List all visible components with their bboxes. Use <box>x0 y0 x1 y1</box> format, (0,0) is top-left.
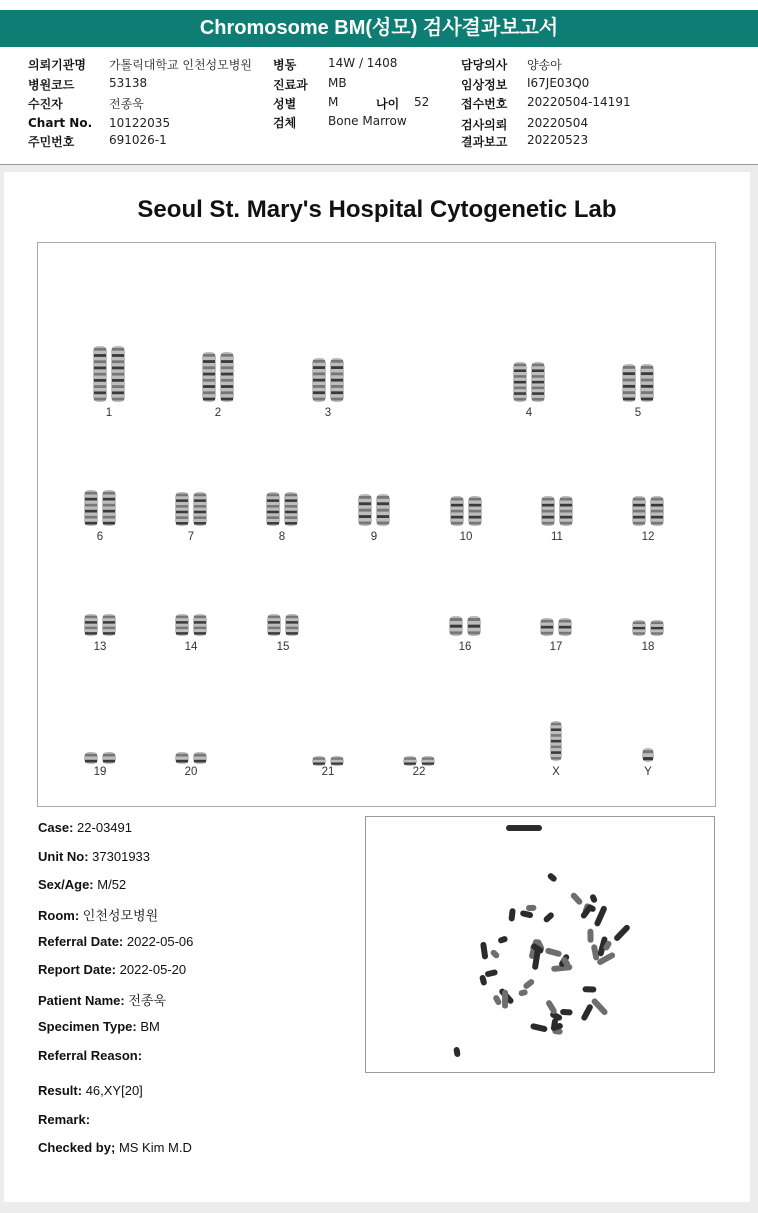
metaphase-spread-drawing <box>366 817 714 1072</box>
info-label: 결과보고 <box>461 135 508 149</box>
info-label: 검사의뢰 <box>461 118 508 132</box>
chromosome-label: 3 <box>324 407 332 419</box>
info-label: 임상정보 <box>461 78 508 92</box>
field-sex-age: Sex/Age: M/52 <box>38 877 127 892</box>
metaphase-chromosome <box>522 978 535 990</box>
metaphase-chromosome <box>613 924 631 943</box>
metaphase-chromosome <box>590 997 608 1016</box>
info-label: 의뢰기관명 <box>28 58 86 72</box>
info-label: Chart No. <box>28 116 93 130</box>
field-specimen-type: Specimen Type: BM <box>38 1019 160 1034</box>
chromosome-label: 11 <box>551 531 563 543</box>
metaphase-chromosome <box>542 911 555 923</box>
metaphase-chromosome <box>582 986 596 992</box>
info-value: M <box>328 95 339 109</box>
info-value: 691026-1 <box>109 133 167 147</box>
karyogram <box>37 242 716 807</box>
info-value: 전종욱 <box>109 97 144 111</box>
info-value: 14W / 1408 <box>328 56 398 70</box>
chromosome-label: 10 <box>459 531 473 543</box>
info-value: 20220504-14191 <box>527 95 631 109</box>
chromosome-pair-x <box>549 721 563 761</box>
metaphase-chromosome <box>530 1023 548 1033</box>
metaphase-chromosome <box>520 910 534 919</box>
metaphase-chromosome <box>587 929 593 943</box>
chromosome-label: 4 <box>525 407 533 419</box>
info-value: 52 <box>414 95 430 109</box>
chromosome-label: 9 <box>370 531 378 543</box>
field-report-date: Report Date: 2022-05-20 <box>38 962 187 977</box>
info-value: 53138 <box>109 76 148 90</box>
metaphase-chromosome <box>484 969 498 978</box>
chromosome-pair-19 <box>82 749 118 761</box>
info-value: 20220523 <box>527 133 589 147</box>
chromosome-label: Y <box>644 766 652 778</box>
chromosome-pair-13 <box>82 614 118 636</box>
field-patient-name: Patient Name: 전종욱 <box>38 993 167 1008</box>
field-referral-reason: Referral Reason: <box>38 1048 143 1063</box>
lab-title: Seoul St. Mary's Hospital Cytogenetic Lab <box>137 196 617 223</box>
chromosome-label: 19 <box>93 766 107 778</box>
chromosome-label: 1 <box>105 407 113 419</box>
chromosome-pair-14 <box>173 614 209 636</box>
field-room: Room: 인천성모병원 <box>38 908 159 923</box>
chromosome-pair-3 <box>310 358 346 402</box>
chromosome-pair-4 <box>511 362 547 402</box>
metaphase-chromosome <box>497 935 508 944</box>
metaphase-chromosome <box>545 947 563 957</box>
field-referral-date: Referral Date: 2022-05-06 <box>38 934 194 949</box>
chromosome-pair-10 <box>448 496 484 526</box>
chromosome-label: 16 <box>458 641 472 653</box>
info-label: 병원코드 <box>28 78 75 92</box>
metaphase-chromosome <box>480 942 488 960</box>
chromosome-label: 7 <box>187 531 195 543</box>
metaphase-chromosome <box>545 999 558 1015</box>
info-label: 수진자 <box>28 97 63 111</box>
chromosome-pair-21 <box>310 751 346 761</box>
chromosome-label: 14 <box>184 641 198 653</box>
metaphase-chromosome <box>570 891 584 905</box>
chromosome-pair-18 <box>630 620 666 636</box>
chromosome-label: 20 <box>184 766 198 778</box>
info-value: I67JE03Q0 <box>527 76 590 90</box>
metaphase-chromosome <box>589 893 598 903</box>
metaphase-chromosome <box>518 989 528 997</box>
info-label: 접수번호 <box>461 97 508 111</box>
chromosome-label: X <box>552 766 560 778</box>
cytogenetic-report <box>4 172 750 1202</box>
metaphase-chromosome <box>502 990 508 1009</box>
chromosome-label: 12 <box>641 531 655 543</box>
patient-info-panel <box>0 48 758 165</box>
chromosome-pair-8 <box>264 492 300 526</box>
metaphase-chromosome <box>560 1009 573 1016</box>
chromosome-label: 22 <box>412 766 426 778</box>
info-value: Bone Marrow <box>328 114 407 128</box>
info-label: 병동 <box>273 58 297 72</box>
chromosome-label: 6 <box>96 531 104 543</box>
chromosome-pair-6 <box>82 490 118 526</box>
info-label: 성별 <box>273 97 297 111</box>
metaphase-chromosome <box>492 994 502 1006</box>
field-unit-no: Unit No: 37301933 <box>38 849 151 864</box>
report-title: Chromosome BM(성모) 검사결과보고서 <box>0 10 758 47</box>
chromosome-pair-y <box>641 747 655 761</box>
chromosome-pair-17 <box>538 618 574 636</box>
field-remark: Remark: <box>38 1112 91 1127</box>
info-label: 나이 <box>376 97 400 111</box>
info-label: 검체 <box>273 116 297 130</box>
chromosome-pair-9 <box>356 494 392 526</box>
field-checked-by: Checked by; MS Kim M.D <box>38 1140 192 1155</box>
metaphase-chromosome <box>506 825 542 831</box>
info-value: 20220504 <box>527 116 589 130</box>
info-label: 주민번호 <box>28 135 75 149</box>
metaphase-chromosome <box>508 908 516 922</box>
metaphase-spread-image <box>365 816 715 1073</box>
chromosome-pair-2 <box>200 352 236 402</box>
chromosome-pair-11 <box>539 496 575 526</box>
chromosome-pair-1 <box>91 346 127 402</box>
chromosome-pair-16 <box>447 616 483 636</box>
info-value: 양송아 <box>527 58 562 72</box>
chromosome-label: 21 <box>321 766 335 778</box>
chromosome-label: 18 <box>641 641 655 653</box>
info-label: 진료과 <box>273 78 308 92</box>
info-value: 가톨릭대학교 인천성모병원 <box>109 58 252 72</box>
chromosome-pair-20 <box>173 749 209 761</box>
info-value: MB <box>328 76 347 90</box>
chromosome-pair-7 <box>173 492 209 526</box>
chromosome-pair-22 <box>401 751 437 761</box>
chromosome-label: 17 <box>549 641 563 653</box>
chromosome-pair-12 <box>630 496 666 526</box>
metaphase-chromosome <box>546 872 557 883</box>
metaphase-chromosome <box>580 1003 594 1022</box>
metaphase-chromosome <box>526 905 537 912</box>
chromosome-pair-15 <box>265 614 301 636</box>
field-case: Case: 22-03491 <box>38 820 132 835</box>
metaphase-chromosome <box>453 1047 461 1058</box>
chromosome-pair-5 <box>620 364 656 402</box>
field-result: Result: 46,XY[20] <box>38 1083 143 1098</box>
chromosome-label: 5 <box>634 407 642 419</box>
chromosome-label: 15 <box>276 641 290 653</box>
info-label: 담당의사 <box>461 58 508 72</box>
title-bar <box>0 0 758 48</box>
chromosome-label: 8 <box>278 531 286 543</box>
metaphase-chromosome <box>489 949 500 960</box>
chromosome-label: 2 <box>214 407 222 419</box>
chromosome-label: 13 <box>93 641 107 653</box>
info-value: 10122035 <box>109 116 171 130</box>
